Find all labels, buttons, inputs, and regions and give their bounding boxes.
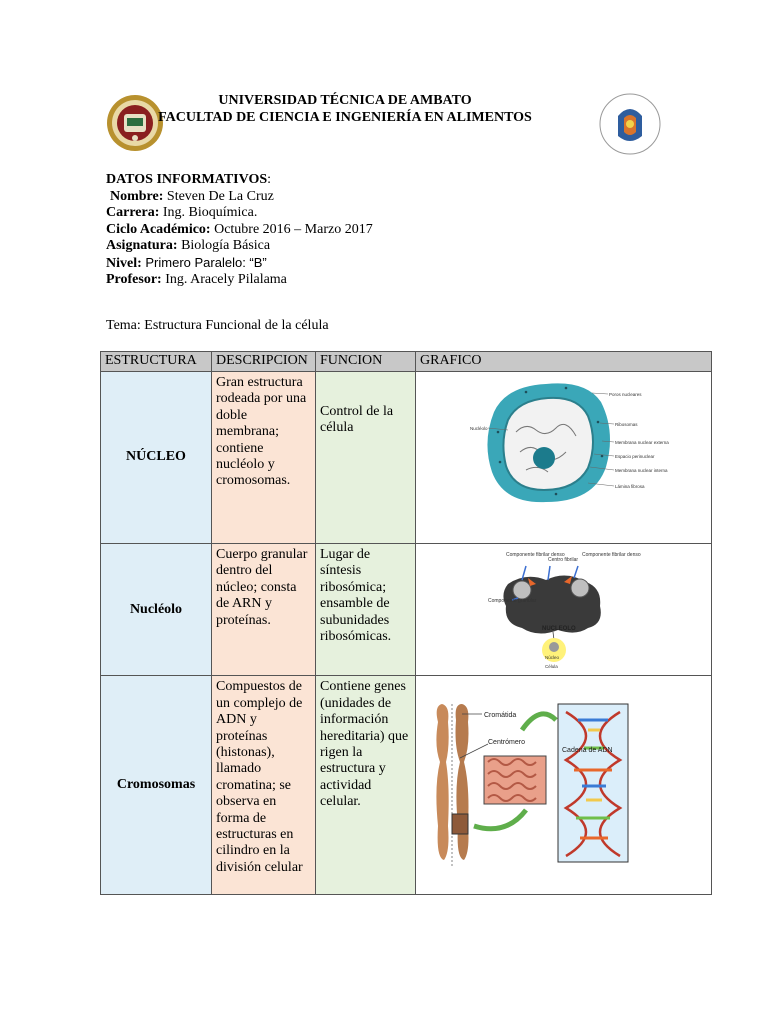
table-row [101, 676, 712, 894]
cell-structure-table [100, 351, 712, 895]
cell-descripcion: Compuestos de un complejo de ADN y proteínas (histonas), llamado cromatina; se observa en forma de estructuras en cilindro en la división celular [212, 676, 316, 894]
cell-grafico [416, 676, 712, 894]
label-componente-granular: Componente granular [488, 598, 537, 604]
info-heading: DATOS INFORMATIVOS [106, 172, 268, 187]
label-centro-fibrilar: Centro fibrilar [548, 557, 579, 563]
cell-grafico [416, 544, 712, 676]
label-membrana-interna: Membrana nuclear interna [615, 468, 668, 473]
field-value-asignatura: Biología Básica [177, 238, 271, 253]
tema-line: Tema: Estructura Funcional de la célula [106, 318, 329, 333]
field-value-nombre: Steven De La Cruz [163, 188, 274, 204]
field-value-carrera: Ing. Bioquímica. [159, 205, 258, 220]
label-componente-fibrilar-denso-2: Componente fibrilar denso [582, 552, 641, 558]
header-descripcion: DESCRIPCION [212, 352, 316, 372]
label-cromatida: Cromátida [484, 712, 517, 720]
label-cadena-adn: Cadena de ADN [562, 747, 613, 755]
faculty-logo [598, 92, 662, 156]
nucleolus-diagram [416, 544, 712, 670]
cell-funcion: Control de la célula [316, 372, 416, 544]
faculty-title: FACULTAD DE CIENCIA E INGENIERÍA EN ALIMENTOS [158, 110, 532, 125]
field-value-profesor: Ing. Aracely Pilalama [161, 272, 287, 287]
field-label-profesor: Profesor: [106, 272, 162, 287]
nucleus-diagram [416, 372, 712, 514]
label-celula: Célula [545, 664, 558, 669]
label-espacio-perinuclear: Espacio perinuclear [615, 454, 655, 459]
field-label-asignatura: Asignatura: [106, 238, 178, 253]
label-nucleolo: Nucléolo [470, 426, 488, 431]
header-funcion: FUNCION [316, 352, 416, 372]
label-nucleolo-title: NUCLEOLO [542, 626, 576, 632]
datos-informativos [106, 172, 373, 289]
cell-estructura: Cromosomas [101, 676, 212, 894]
field-label-nombre: Nombre: [110, 188, 164, 204]
field-label-ciclo: Ciclo Académico: [106, 221, 211, 237]
cell-estructura: Nucléolo [101, 544, 212, 676]
label-componente-fibrilar-denso-1: Componente fibrilar denso [506, 552, 565, 558]
info-heading-colon: : [267, 172, 272, 187]
cell-funcion: Contiene genes (unidades de información hereditaria) que rigen la estructura y actividad celular. [316, 676, 416, 894]
cell-descripcion: Cuerpo granular dentro del núcleo; consta de ARN y proteínas. [212, 544, 316, 676]
table-row [101, 544, 712, 676]
cell-estructura: NÚCLEO [101, 372, 212, 544]
cell-grafico [416, 372, 712, 544]
label-lamina-fibrosa: Lámina fibrosa [615, 484, 645, 489]
label-poros-nucleares: Poros nucleares [609, 392, 642, 397]
field-value-ciclo: Octubre 2016 – Marzo 2017 [210, 221, 373, 237]
cell-funcion: Lugar de síntesis ribosómica; ensamble de subunidades ribosómicas. [316, 544, 416, 676]
field-label-nivel: Nivel: [106, 255, 142, 271]
label-centromero: Centrómero [488, 739, 525, 747]
chromosome-dna-diagram [416, 676, 712, 888]
label-ribosomas: Ribosomas [615, 422, 638, 427]
cell-descripcion: Gran estructura rodeada por una doble membrana; contiene nucléolo y cromosomas. [212, 372, 316, 544]
label-membrana-externa: Membrana nuclear externa [615, 440, 669, 445]
university-title: UNIVERSIDAD TÉCNICA DE AMBATO [218, 93, 472, 108]
field-label-carrera: Carrera: [106, 205, 160, 220]
field-value-nivel: Primero Paralelo: “B” [141, 254, 267, 270]
table-row [101, 372, 712, 544]
header-estructura: ESTRUCTURA [101, 352, 212, 372]
label-nucleo-small: Núcleo [545, 655, 560, 660]
header-grafico: GRAFICO [416, 352, 712, 372]
